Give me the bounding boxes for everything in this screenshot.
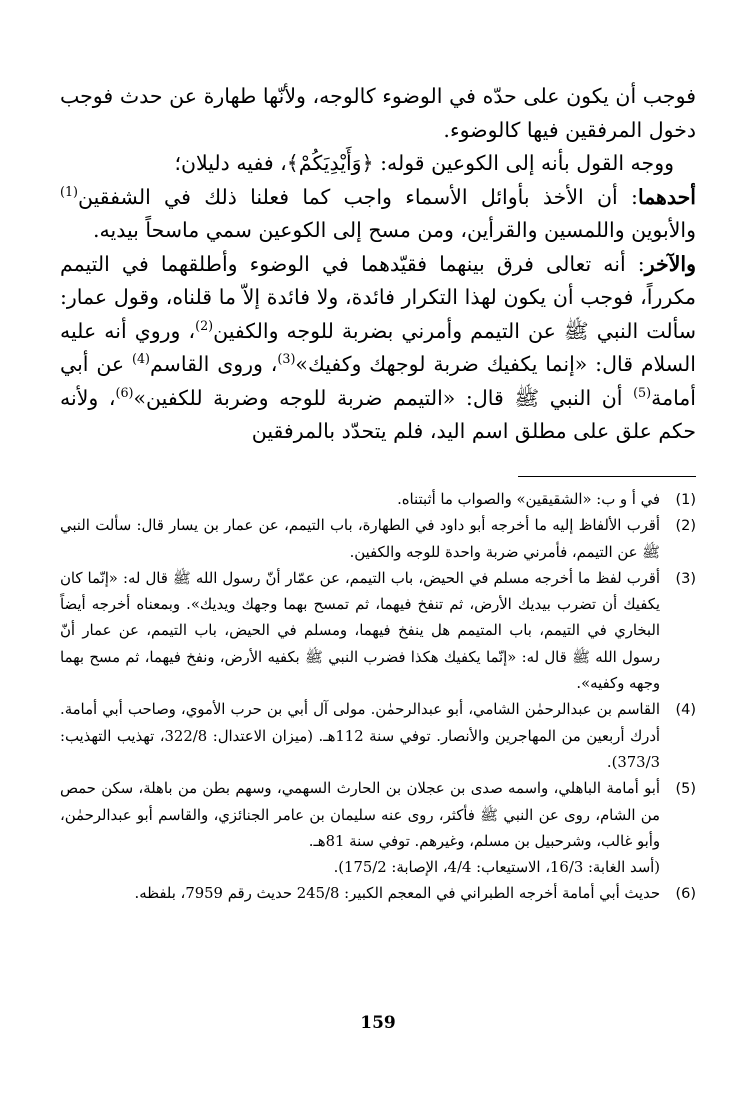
footnote-ref-4: (4) [132,351,150,367]
footnote-ref-2: (2) [195,317,214,333]
paragraph [60,80,696,147]
paragraph [60,181,696,248]
paragraph-text: ، ولأنه حكم علق على مطلق اسم اليد، فلم يتحدّد بالمرفقين [60,385,696,443]
footnote-text: القاسم بن عبدالرحمٰن الشامي، أبو عبدالرحمٰن. مولى آل أبي بن حرب الأموي، وصاحب أبي أمامة. أدرك أربعين من المهاجرين والأنصار. توفي سنة 112هـ. (ميزان الاعتدال: 322/8، تهذيب التهذيب: 373/3). [60,701,661,771]
footnote [60,513,696,566]
footnote-reference: (أسد الغابة: 16/3، الاستيعاب: 4/4، الإصابة: 175/2). [333,859,660,877]
footnote-text: أقرب لفظ ما أخرجه مسلم في الحيض، باب التيمم، عن عمّار أنّ رسول الله ﷺ قال له: «إنّما كان يكفيك أن تضرب بيديك الأرض، ثم تنفخ فيهما، ثم تمسح بهما وجهك ويديك». وبمعناه أخرجه أيضاً البخاري في التيمم، باب المتيمم هل ينفخ فيهما، ومسلم في الحيض، باب التيمم، عن عمار أنّ رسول الله ﷺ قال له: «إنّما يكفيك هكذا فضرب النبي ﷺ بكفيه الأرض، ونفخ فيهما، ثم مسح بهما وجهه وكفيه». [60,569,660,693]
paragraph-text: عن أبي أمامة [60,352,696,410]
second-evidence-label: والآخر [644,251,696,276]
footnote-ref-1: (1) [60,183,78,199]
paragraph [60,147,696,181]
footnote-number: (1) [675,492,696,508]
footnote [60,566,696,697]
footnote-number: (6) [675,886,696,903]
footnote-ref-6: (6) [115,384,134,400]
paragraph-text: ، وروى القاسم [150,352,278,376]
footnote [60,697,696,776]
footnote-number: (3) [675,570,696,587]
footnotes [60,487,696,908]
paragraph-text: ، وروي أنه عليه السلام قال: «إنما يكفيك ضربة لوجهك وكفيك» [60,318,696,376]
footnote-body [60,776,660,881]
paragraph-text: فوجب أن يكون على حدّه في الوضوء كالوجه، ولأنّها طهارة عن حدث فوجب دخول المرفقين فيها كالوضوء. [60,84,696,142]
footnote [60,776,696,881]
footnote-text: في أ و ب: «الشقيقين» والصواب ما أثبتناه. [397,491,660,508]
footnote-separator [518,476,696,477]
first-evidence-label: أحدهما [637,184,696,209]
page-number: 159 [360,1013,396,1033]
main-text [60,80,696,449]
paragraph-text: : أن الأخذ بأوائل الأسماء واجب كما فعلنا ذلك في الشفقين [78,184,638,209]
footnote-number: (2) [675,518,696,535]
paragraph-text: والأبوين واللمسين والقرأين، ومن مسح إلى الكوعين سمي ماسحاً بيديه. [93,218,696,242]
paragraph-text: : أنه تعالى فرق بينهما فقيّدهما في الوضوء وأطلقهما في التيمم مكرراً، فوجب أن يكون لهذا التكرار فائدة، ولا فائدة إلاّ ما قلناه، وقول عمار: سألت النبي ﷺ عن التيمم وأمرني بضربة للوجه والكفين [60,251,697,343]
footnote-text: حديث أبي أمامة أخرجه الطبراني في المعجم الكبير: 245/8 حديث رقم 7959، بلفظه. [134,885,660,903]
footnote [60,487,696,513]
footnote-text: أبو أمامة الباهلي، واسمه صدى بن عجلان بن الحارث السهمي، وسهم بطن من باهلة، سكن حمص من الشام، روى عن النبي ﷺ فأكثر، روى عنه سليمان بن عامر الجنائزي، والقاسم أبو عبدالرحمٰن، وأبو غالب، وشرحبيل بن مسلم، وغيرهم. توفي سنة 81هـ. [60,780,660,850]
footnote-ref-5: (5) [633,384,652,400]
footnote [60,881,696,907]
paragraph-text: ووجه القول بأنه إلى الكوعين قوله: ﴿وَأَيْدِيَكُمْ﴾، ففيه دليلان؛ [174,151,674,175]
footnote-number: (4) [675,702,696,719]
paragraph [60,248,696,449]
footnote-text: أقرب الألفاظ إليه ما أخرجه أبو داود في الطهارة، باب التيمم، عن عمار بن يسار قال: سألت النبي ﷺ عن التيمم، فأمرني ضربة واحدة للوجه والكفين. [60,517,660,561]
paragraph-text: أن النبي ﷺ قال: «التيمم ضربة للوجه وضربة للكفين» [133,385,634,410]
footnote-ref-3: (3) [277,351,296,367]
footnote-number: (5) [675,781,696,798]
